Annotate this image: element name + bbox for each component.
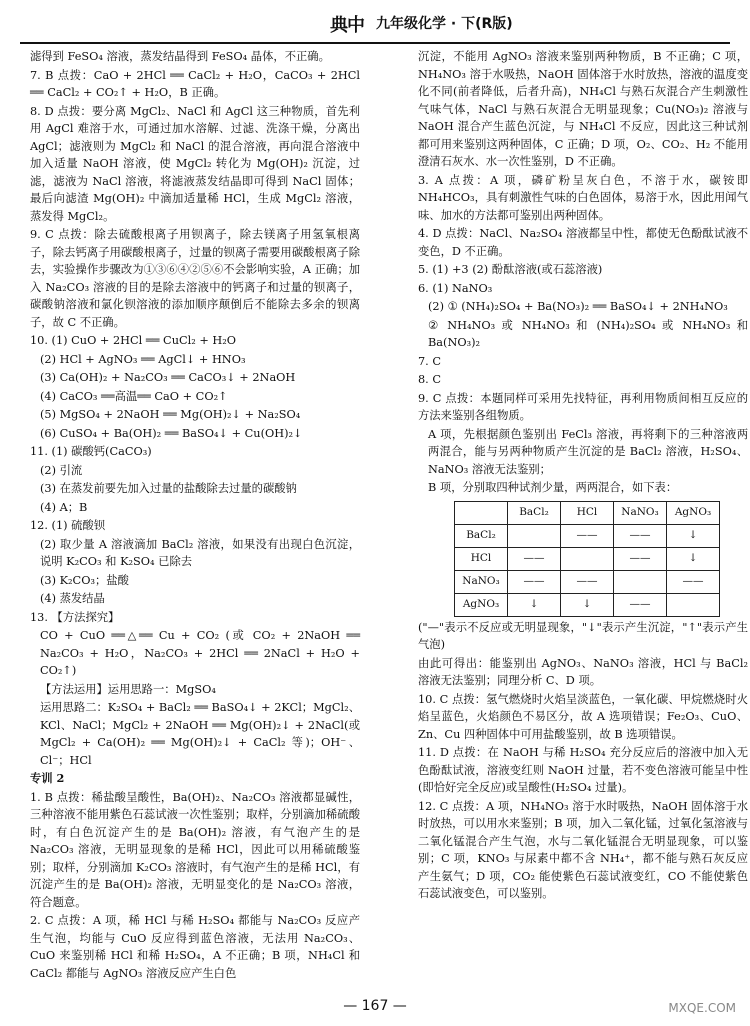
left-para-10: 11. (1) 碳酸钙(CaCO₃) xyxy=(30,445,152,458)
watermark: MXQE.COM xyxy=(668,1001,736,1016)
table-cell: ↓ xyxy=(561,593,614,616)
right-column xyxy=(418,48,748,904)
table-cell: —— xyxy=(667,570,720,593)
left-para-12: (3) 在蒸发前要先加入过量的盐酸除去过量的碳酸钠 xyxy=(40,482,297,495)
right-para-13: 由此可得出：能鉴别出 AgNO₃、NaNO₃ 溶液，HCl 与 BaCl₂ 溶液无法鉴别；同理分析 C、D 项。 xyxy=(418,656,748,687)
table-row xyxy=(455,524,720,547)
table-cell: —— xyxy=(561,524,614,547)
left-para-19: CO + CuO ══△══ Cu + CO₂ (或 CO₂ + 2NaOH ══ Na₂CO₃ + H₂O，Na₂CO₃ + 2HCl ══ 2NaCl + H₂O + CO₂↑) xyxy=(40,629,360,677)
left-para-7: (4) CaCO₃ ══高温══ CaO + CO₂↑ xyxy=(40,389,228,403)
right-para-8: 8. C xyxy=(418,373,442,386)
left-para-1: 7. B 点拨：CaO + 2HCl ══ CaCl₂ + H₂O，CaCO₃ + 2HCl ══ CaCl₂ + CO₂↑ + H₂O，B 正确。 xyxy=(30,68,360,99)
table-cell: NaNO₃ xyxy=(455,570,508,593)
right-para-2: 4. D 点拨：NaCl、Na₂SO₄ 溶液都呈中性，都使无色酚酞试液不变色，D 不正确。 xyxy=(418,227,748,258)
reaction-table xyxy=(454,501,720,617)
right-para-11: B 项，分别取四种试剂少量，两两混合，如下表： xyxy=(428,481,678,494)
table-header: BaCl₂ xyxy=(508,501,561,524)
left-para-5: (2) HCl + AgNO₃ ══ AgCl↓ + HNO₃ xyxy=(40,352,246,366)
left-para-4: 10. (1) CuO + 2HCl ══ CuCl₂ + H₂O xyxy=(30,334,237,347)
table-cell: —— xyxy=(508,547,561,570)
right-para-14: 10. C 点拨：氢气燃烧时火焰呈淡蓝色，一氧化碳、甲烷燃烧时火焰呈蓝色，火焰颜色不易区分，故 A 选项错误；Fe₂O₃、CuO、Zn、Cu 四种固体中可用盐酸鉴别，故 B 选项错误。 xyxy=(418,692,748,741)
left-para-13: (4) A；B xyxy=(40,500,88,514)
table-cell: ↓ xyxy=(667,524,720,547)
left-para-15: (2) 取少量 A 溶液滴加 BaCl₂ 溶液，如果没有出现白色沉淀，说明 K₂CO₃ 和 K₂SO₄ 已除去 xyxy=(40,537,360,568)
left-para-0: 滤得到 FeSO₄ 溶液，蒸发结晶得到 FeSO₄ 晶体，不正确。 xyxy=(30,50,330,63)
table-header: AgNO₃ xyxy=(667,501,720,524)
table-cell: BaCl₂ xyxy=(455,524,508,547)
left-para-3: 9. C 点拨：除去硫酸根离子用钡离子，除去镁离子用氢氧根离子，除去钙离子用碳酸根离子，过量的钡离子需要用碳酸根离子除去，实验操作步骤改为①③⑥④②⑤⑥不会影响实验，A 正确；加入 Na₂CO₃ 溶液的目的是除去溶液中的钙离子和过量的钡离子，碳酸钠溶液和氯化钡溶液的添加顺序颠倒后不能除去多余的钡离子，故 C 不正确。 xyxy=(30,228,360,329)
table-corner-cell xyxy=(455,501,508,524)
left-para-24: 2. C 点拨：A 项，稀 HCl 与稀 H₂SO₄ 都能与 Na₂CO₃ 反应产生气泡，均能与 CuO 反应得到蓝色溶液，无法用 Na₂CO₃、CuO 来鉴别稀 HCl 和稀 H₂SO₄，A 不正确；B 项，NH₄Cl 和 CaCl₂ 都能与 AgNO₃ 溶液反应产生白色 xyxy=(30,914,360,980)
table-row xyxy=(455,593,720,616)
table-cell xyxy=(508,524,561,547)
table-cell: —— xyxy=(508,570,561,593)
left-para-23: 1. B 点拨：稀盐酸呈酸性，Ba(OH)₂、Na₂CO₃ 溶液都显碱性，三种溶液不能用紫色石蕊试液一次性鉴别；取样，分别滴加稀硫酸时，有白色沉淀产生的是 Ba(OH)₂ 溶液，有气泡产生的是 Na₂CO₃ 溶液，无明显现象的是稀 HCl，因此可以用稀硫酸鉴别；取样，分别滴加 K₂CO₃ 溶液时，有气泡产生的是稀 HCl，有沉淀产生的是 Ba(OH)₂ 溶液，无明显变化的是 Na₂CO₃ 溶液，符合题意。 xyxy=(30,790,360,909)
right-para-4: 6. (1) NaNO₃ xyxy=(418,281,493,295)
left-para-18: 13. 【方法探究】 xyxy=(30,610,120,624)
right-para-3: 5. (1) +3 (2) 酚酞溶液(或石蕊溶液) xyxy=(418,263,603,276)
section-heading: 专训 2 xyxy=(30,771,65,785)
right-para-9: 9. C 点拨：本题同样可采用先找特征，再利用物质间相互反应的方法来鉴别各组物质。 xyxy=(418,391,748,422)
left-para-20: 【方法运用】运用思路一：MgSO₄ xyxy=(40,682,216,696)
book-title: 九年级化学 · 下(R版) xyxy=(376,16,513,32)
left-para-6: (3) Ca(OH)₂ + Na₂CO₃ ══ CaCO₃↓ + 2NaOH xyxy=(40,371,296,384)
right-para-1: 3. A 点拨：A 项，磷矿粉呈灰白色，不溶于水，碳铵即 NH₄HCO₃，具有刺激性气味的白色固体，易溶于水，因此用闻气味、加水的方法都可鉴别出两种固体。 xyxy=(418,173,748,222)
right-para-5: (2) ① (NH₄)₂SO₄ + Ba(NO₃)₂ ══ BaSO₄↓ + 2NH₄NO₃ xyxy=(428,300,728,313)
table-cell: —— xyxy=(561,570,614,593)
right-para-15: 11. D 点拨：在 NaOH 与稀 H₂SO₄ 充分反应后的溶液中加入无色酚酞试液，溶液变红则 NaOH 过量，若不变色溶液可能呈中性(即恰好完全反应)或呈酸性(H₂SO₄ 过量)。 xyxy=(418,746,748,794)
right-para-12: ("—"表示不反应或无明显现象，"↓"表示产生沉淀，"↑"表示产生气泡) xyxy=(418,620,748,651)
left-para-21: 运用思路二：K₂SO₄ + BaCl₂ ══ BaSO₄↓ + 2KCl；MgCl₂、KCl、NaCl；MgCl₂ + 2NaOH ══ Mg(OH)₂↓ + 2NaCl(或 MgCl₂ + Ca(OH)₂ ══ Mg(OH)₂↓ + CaCl₂ 等)；OH⁻、Cl⁻；HCl xyxy=(40,701,360,767)
table-cell: —— xyxy=(614,547,667,570)
left-para-11: (2) 引流 xyxy=(40,463,83,477)
table-cell: —— xyxy=(614,593,667,616)
left-para-17: (4) 蒸发结晶 xyxy=(40,592,105,605)
table-cell: ↓ xyxy=(667,547,720,570)
table-cell: —— xyxy=(614,524,667,547)
left-para-14: 12. (1) 硫酸钡 xyxy=(30,519,106,532)
left-para-8: (5) MgSO₄ + 2NaOH ══ Mg(OH)₂↓ + Na₂SO₄ xyxy=(40,408,301,421)
page-header xyxy=(20,8,730,44)
right-para-6: ② NH₄NO₃ 或 NH₄NO₃ 和 (NH₄)₂SO₄ 或 NH₄NO₃ 和 Ba(NO₃)₂ xyxy=(428,318,748,349)
table-row xyxy=(455,570,720,593)
table-cell xyxy=(614,570,667,593)
right-para-10: A 项，先根据颜色鉴别出 FeCl₃ 溶液，再将剩下的三种溶液两两混合，能与另两种物质产生沉淀的是 BaCl₂ 溶液，H₂SO₄、NaNO₃ 溶液无法鉴别； xyxy=(428,427,748,476)
left-column xyxy=(30,48,360,983)
table-header-row xyxy=(455,501,720,524)
table-cell xyxy=(561,547,614,570)
right-para-16: 12. C 点拨：A 项，NH₄NO₃ 溶于水时吸热，NaOH 固体溶于水时放热，可以用水来鉴别；B 项，加入二氧化锰，过氧化氢溶液与二氧化锰混合产生气泡，水与二氧化锰混合无明显现象，可以鉴别；C 项，KNO₃ 与尿素中都不含 NH₄⁺，都不能与熟石灰反应产生氨气；D 项，CO₂ 能使紫色石蕊试液变红，CO 不能使紫色石蕊试液变色，可以鉴别。 xyxy=(418,799,748,900)
table-header: NaNO₃ xyxy=(614,501,667,524)
page-number: — 167 — xyxy=(343,998,407,1015)
table-row xyxy=(455,547,720,570)
left-para-16: (3) K₂CO₃；盐酸 xyxy=(40,573,129,587)
right-para-0: 沉淀，不能用 AgNO₃ 溶液来鉴别两种物质，B 不正确；C 项，NH₄NO₃ 溶于水吸热，NaOH 固体溶于水时放热，溶液的温度变化不同(前者降低，后者升高)，NH₄Cl 与熟石灰混合产生刺激性气味气体，NaCl 与熟石灰混合无明显现象；Cu(NO₃)₂ 溶液与 NaOH 混合产生蓝色沉淀，与 NH₄Cl 不反应，因此这三种试剂都可用来鉴别这两种固体，C 正确；D 项，O₂、CO₂、H₂ 不能用澄清石灰水、水一次性鉴别，D 不正确。 xyxy=(418,50,748,168)
table-cell: ↓ xyxy=(508,593,561,616)
right-para-7: 7. C xyxy=(418,354,442,368)
left-para-2: 8. D 点拨：要分离 MgCl₂、NaCl 和 AgCl 这三种物质，首先利用 AgCl 难溶于水，可通过加水溶解、过滤、洗涤干燥，分离出 AgCl；滤液则为 MgCl₂ 和 NaCl 的混合溶液，再向混合溶液中加入适量 NaOH 溶液，使 MgCl₂ 转化为 Mg(OH)₂ 沉淀，过滤，滤液为 NaCl 溶液，将滤液蒸发结晶即可得到 NaCl 固体；最后向滤渣 Mg(OH)₂ 中滴加适量稀 HCl，生成 MgCl₂ 溶液，蒸发得 MgCl₂。 xyxy=(30,104,360,223)
brand-logo: 典中 xyxy=(330,15,364,36)
left-para-9: (6) CuSO₄ + Ba(OH)₂ ══ BaSO₄↓ + Cu(OH)₂↓ xyxy=(40,426,303,440)
table-header: HCl xyxy=(561,501,614,524)
table-cell: HCl xyxy=(455,547,508,570)
table-cell: AgNO₃ xyxy=(455,593,508,616)
table-cell xyxy=(667,593,720,616)
